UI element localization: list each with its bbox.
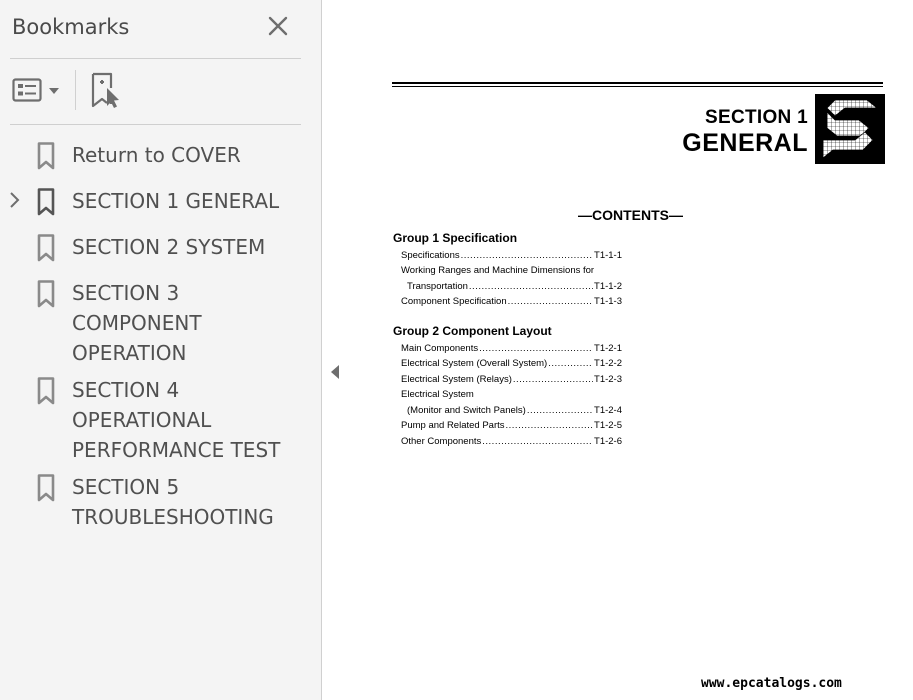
toc-leader [548, 358, 593, 370]
bookmark-label: SECTION 1 GENERAL [72, 189, 280, 213]
toc-entry-page: T1-1-2 [594, 280, 622, 292]
document-page [349, 0, 913, 700]
bookmark-icon [37, 234, 55, 262]
toc-group-title: Group 2 Component Layout [393, 324, 552, 338]
triangle-left-icon [328, 362, 342, 382]
header-rule [392, 86, 883, 87]
toolbar-divider [75, 70, 76, 110]
toc-entry-text: Component Specification [401, 296, 507, 307]
bookmark-icon [37, 474, 55, 502]
bookmark-label: SECTION 4 OPERATIONAL PERFORMANCE TEST [72, 378, 281, 462]
header-rule [392, 82, 883, 84]
toc-entries [401, 246, 622, 308]
bookmark-item[interactable] [0, 140, 320, 170]
toc-entry[interactable] [401, 401, 622, 417]
toc-entry[interactable] [401, 417, 622, 433]
bookmark-icon [37, 188, 55, 216]
toc-leader [513, 374, 593, 386]
section-logo-icon [815, 94, 885, 164]
toc-entry[interactable] [401, 293, 622, 309]
toc-group-title: Group 1 Specification [393, 231, 518, 245]
toc-entry-page: T1-1-3 [594, 296, 622, 307]
toc-entry-text: Transportation [407, 280, 468, 292]
bookmark-item[interactable] [0, 186, 320, 216]
toc-entry-page: T1-2-6 [594, 435, 622, 447]
chevron-right-icon [8, 189, 22, 211]
bookmark-item[interactable] [0, 375, 320, 465]
expand-bookmark-button[interactable] [8, 189, 22, 211]
toc-entry-page: T1-2-2 [594, 358, 622, 369]
watermark-text: www.epcatalogs.com [701, 676, 842, 691]
toc-entry-text: Electrical System (Overall System) [401, 358, 548, 369]
bookmark-label: SECTION 5 TROUBLESHOOTING [72, 475, 274, 529]
toc-leader [506, 420, 594, 432]
toc-entry-text: Main Components [401, 342, 479, 354]
toc-leader [527, 405, 593, 417]
bookmark-icon [37, 280, 55, 308]
toc-entry-text: Electrical System [401, 389, 474, 400]
collapse-panel-button[interactable] [328, 362, 342, 382]
toc-leader [479, 343, 593, 355]
close-panel-button[interactable] [264, 12, 292, 40]
toc-entry[interactable] [401, 246, 622, 262]
toc-entry-text: Working Ranges and Machine Dimensions for [401, 265, 595, 276]
find-current-bookmark-button[interactable] [88, 72, 124, 110]
toc-entry-text: Specifications [401, 249, 460, 261]
toc-entry[interactable] [401, 355, 622, 371]
toc-entry-text: Other Components [401, 435, 482, 447]
bookmark-item[interactable] [0, 472, 320, 532]
toc-entry[interactable] [401, 262, 622, 278]
bookmark-item[interactable] [0, 278, 320, 368]
toc-entry-text: (Monitor and Switch Panels) [407, 404, 526, 416]
bookmarks-panel [0, 0, 322, 700]
toc-entry-text: Electrical System (Relays) [401, 373, 512, 385]
toc-entry-page: T1-2-3 [594, 373, 622, 385]
toc-entry[interactable] [401, 277, 622, 293]
bookmark-icon [37, 377, 55, 405]
bookmark-label: Return to COVER [72, 143, 241, 167]
toc-entry-page: T1-2-5 [594, 420, 622, 431]
toc-leader [508, 296, 593, 308]
panel-title: Bookmarks [12, 15, 130, 39]
contents-heading: —CONTENTS— [578, 207, 683, 223]
section-number: SECTION 1 [705, 107, 808, 128]
bookmark-label: SECTION 2 SYSTEM [72, 235, 266, 259]
divider [10, 58, 301, 59]
bookmark-icon [37, 142, 55, 170]
toc-entry-text: Pump and Related Parts [401, 420, 505, 431]
close-icon [267, 15, 289, 37]
bookmark-label: SECTION 3 COMPONENT OPERATION [72, 281, 202, 365]
toc-entry-page: T1-1-1 [594, 249, 622, 261]
bookmark-options-icon [12, 76, 62, 106]
toc-entry[interactable] [401, 370, 622, 386]
toc-leader [482, 436, 593, 448]
find-current-bookmark-icon [88, 72, 124, 110]
section-name: GENERAL [682, 129, 808, 157]
toc-entry[interactable] [401, 432, 622, 448]
toc-entry-page: T1-2-1 [594, 342, 622, 354]
toc-entries [401, 339, 622, 448]
toc-leader [461, 250, 593, 262]
toc-entry[interactable] [401, 339, 622, 355]
toc-leader [469, 281, 593, 293]
divider [10, 124, 301, 125]
toc-entry[interactable] [401, 386, 622, 402]
bookmark-options-button[interactable] [12, 76, 62, 106]
bookmark-item[interactable] [0, 232, 320, 262]
toc-entry-page: T1-2-4 [594, 404, 622, 416]
